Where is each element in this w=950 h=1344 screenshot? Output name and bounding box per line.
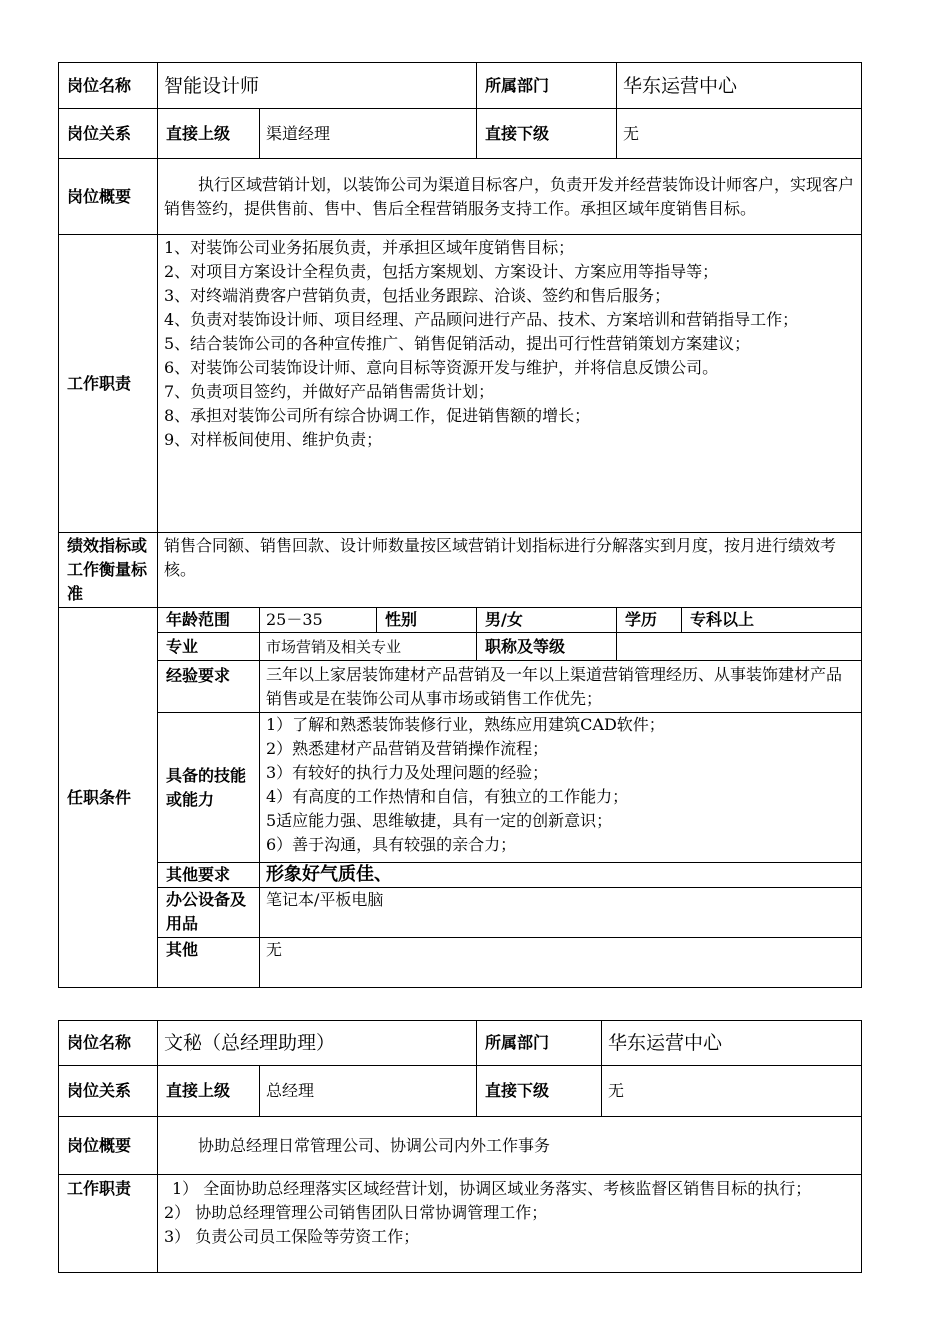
other-label: 其他 [158, 938, 260, 988]
duty-item: 4、负责对装饰设计师、项目经理、产品顾问进行产品、技术、方案培训和营销指导工作； [164, 310, 799, 329]
summary-label: 岗位概要 [59, 159, 158, 235]
dept-label: 所属部门 [477, 63, 617, 109]
summary-text: 执行区域营销计划，以装饰公司为渠道目标客户，负责开发并经营装饰设计师客户，实现客户销售签约，提供售前、售中、售后全程营销服务支持工作。承担区域年度销售目标。 [158, 159, 862, 235]
other-value: 无 [260, 938, 862, 988]
duty-item: 3、对终端消费客户营销负责，包括业务跟踪、洽谈、签约和售后服务； [164, 286, 671, 305]
subordinate-label: 直接下级 [477, 109, 617, 159]
skill-item: 4）有高度的工作热情和自信，有独立的工作能力； [266, 787, 629, 806]
skill-item: 5适应能力强、思维敏捷，具有一定的创新意识； [266, 811, 613, 830]
duty-item: 8、承担对装饰公司所有综合协调工作，促进销售额的增长； [164, 406, 591, 425]
edu-value: 专科以上 [682, 608, 862, 633]
name-value: 文秘（总经理助理） [158, 1021, 477, 1066]
relation-label: 岗位关系 [59, 1066, 158, 1117]
duty-item: 6、对装饰公司装饰设计师、意向目标等资源开发与维护，并将信息反馈公司。 [164, 358, 719, 377]
duty-item: 2、对项目方案设计全程负责，包括方案规划、方案设计、方案应用等指导等； [164, 262, 719, 281]
dept-value: 华东运营中心 [602, 1021, 862, 1066]
duty-item: 9、对样板间使用、维护负责； [164, 430, 383, 449]
duties-list [158, 235, 862, 533]
dept-value: 华东运营中心 [617, 63, 862, 109]
kpi-label: 绩效指标或工作衡量标准 [59, 533, 158, 608]
duty-item: 3） 负责公司员工保险等劳资工作； [164, 1227, 420, 1246]
title-label: 职称及等级 [477, 633, 617, 661]
summary-text: 协助总经理日常管理公司、协调公司内外工作事务 [158, 1117, 862, 1175]
duty-item: 1） 全面协助总经理落实区域经营计划，协调区域业务落实、考核监督区销售目标的执行； [172, 1179, 812, 1198]
skill-item: 3）有较好的执行力及处理问题的经验； [266, 763, 549, 782]
age-value: 25－35 [260, 608, 377, 633]
duty-item: 2） 协助总经理管理公司销售团队日常协调管理工作； [164, 1203, 548, 1222]
skill-item: 2）熟悉建材产品营销及营销操作流程； [266, 739, 549, 758]
other-req-label: 其他要求 [158, 863, 260, 888]
equip-label: 办公设备及用品 [158, 888, 260, 938]
name-value: 智能设计师 [158, 63, 477, 109]
edu-label: 学历 [617, 608, 682, 633]
duties-label: 工作职责 [59, 1175, 158, 1273]
relation-label: 岗位关系 [59, 109, 158, 159]
duty-item: 1、对装饰公司业务拓展负责，并承担区域年度销售目标； [164, 238, 575, 257]
name-label: 岗位名称 [59, 1021, 158, 1066]
exp-label: 经验要求 [158, 661, 260, 713]
major-value: 市场营销及相关专业 [260, 633, 477, 661]
qual-label: 任职条件 [59, 608, 158, 988]
job-table-2 [58, 1020, 862, 1273]
kpi-text: 销售合同额、销售回款、设计师数量按区域营销计划指标进行分解落实到月度，按月进行绩效考核。 [158, 533, 862, 608]
skills-label: 具备的技能或能力 [158, 713, 260, 863]
skills-list [260, 713, 862, 863]
subordinate-value: 无 [617, 109, 862, 159]
name-label: 岗位名称 [59, 63, 158, 109]
duties-label: 工作职责 [59, 235, 158, 533]
duties-list [158, 1175, 862, 1273]
gender-value: 男/女 [477, 608, 617, 633]
age-label: 年龄范围 [158, 608, 260, 633]
other-req-value: 形象好气质佳、 [260, 863, 862, 888]
superior-label: 直接上级 [158, 109, 260, 159]
skill-item: 6）善于沟通，具有较强的亲合力； [266, 835, 517, 854]
skill-item: 1）了解和熟悉装饰装修行业，熟练应用建筑CAD软件； [266, 715, 665, 734]
subordinate-value: 无 [602, 1066, 862, 1117]
dept-label: 所属部门 [477, 1021, 602, 1066]
job-table-1 [58, 62, 862, 988]
superior-value: 总经理 [260, 1066, 477, 1117]
exp-text: 三年以上家居装饰建材产品营销及一年以上渠道营销管理经历、从事装饰建材产品销售或是在装饰公司从事市场或销售工作优先； [260, 661, 862, 713]
summary-label: 岗位概要 [59, 1117, 158, 1175]
equip-value: 笔记本/平板电脑 [260, 888, 862, 938]
superior-label: 直接上级 [158, 1066, 260, 1117]
duty-item: 5、结合装饰公司的各种宣传推广、销售促销活动，提出可行性营销策划方案建议； [164, 334, 751, 353]
major-label: 专业 [158, 633, 260, 661]
title-value [617, 633, 862, 661]
superior-value: 渠道经理 [260, 109, 477, 159]
duty-item: 7、负责项目签约，并做好产品销售需货计划； [164, 382, 495, 401]
gender-label: 性别 [377, 608, 477, 633]
subordinate-label: 直接下级 [477, 1066, 602, 1117]
